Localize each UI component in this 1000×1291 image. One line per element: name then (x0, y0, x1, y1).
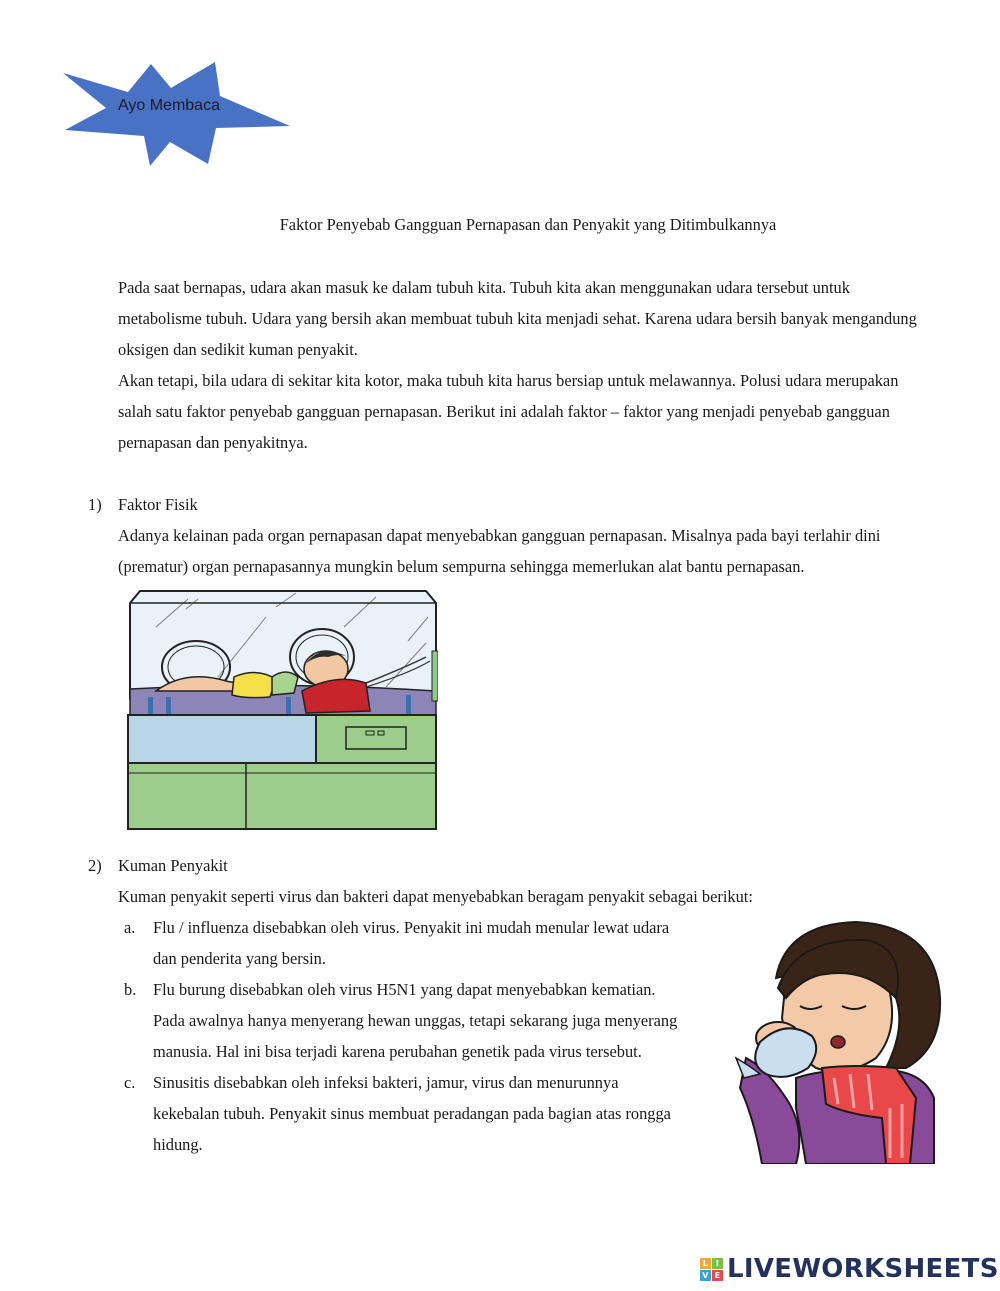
disease-list (118, 912, 688, 1160)
section-2-text: Kuman penyakit seperti virus dan bakteri dapat menyebabkan beragam penyakit sebagai berikut: (118, 887, 753, 906)
list-item-text: Sinusitis disebabkan oleh infeksi bakteri, jamur, virus dan menurunnya kekebalan tubuh. Penyakit sinus membuat peradangan pada bagian atas rongga hidung. (153, 1073, 671, 1154)
intro-paragraph-1: Pada saat bernapas, udara akan masuk ke dalam tubuh kita. Tubuh kita akan menggunakan udara tersebut untuk metabolisme tubuh. Udara yang bersih akan membuat tubuh kita menjadi sehat. Karena udara bersih banyak mengandung oksigen dan sedikit kuman penyakit. (118, 278, 917, 359)
logo-text: LIVEWORKSHEETS (727, 1254, 999, 1284)
logo-block-e: E (712, 1270, 723, 1281)
logo-block-l: L (700, 1258, 711, 1269)
section-1-number: 1) (88, 495, 102, 514)
logo-block-i: I (712, 1258, 723, 1269)
ayo-membaca-starburst (58, 60, 294, 170)
page-title: Faktor Penyebab Gangguan Pernapasan dan Penyakit yang Ditimbulkannya (279, 215, 777, 234)
section-2-heading: Kuman Penyakit (118, 856, 228, 875)
list-item (118, 974, 688, 1067)
intro-paragraph-2: Akan tetapi, bila udara di sekitar kita kotor, maka tubuh kita harus bersiap untuk melawannya. Polusi udara merupakan salah satu faktor penyebab gangguan pernapasan. Berikut ini adalah faktor – faktor yang menjadi penyebab gangguan pernapasan dan penyakitnya. (118, 371, 899, 452)
list-marker: b. (124, 980, 137, 999)
section-1-text: Adanya kelainan pada organ pernapasan dapat menyebabkan gangguan pernapasan. Misalnya pada bayi terlahir dini (prematur) organ pernapasannya mungkin belum sempurna sehingga memerlukan alat bantu pernapasan. (118, 526, 881, 576)
list-item (118, 912, 688, 974)
list-marker: c. (124, 1073, 136, 1092)
section-1-heading: Faktor Fisik (118, 495, 198, 514)
sick-girl-illustration (726, 918, 952, 1164)
list-item-text: Flu / influenza disebabkan oleh virus. Penyakit ini mudah menular lewat udara dan penderita yang bersin. (153, 918, 670, 968)
badge-label: Ayo Membaca (118, 97, 220, 114)
list-marker: a. (124, 918, 136, 937)
list-item (118, 1067, 688, 1160)
incubator-baby-illustration (126, 587, 438, 832)
list-item-text: Flu burung disebabkan oleh virus H5N1 yang dapat menyebabkan kematian. Pada awalnya hanya menyerang hewan unggas, tetapi sekarang juga menyerang manusia. Hal ini bisa terjadi karena perubahan genetik pada virus tersebut. (153, 980, 678, 1061)
section-2-number: 2) (88, 856, 102, 875)
logo-blocks-icon (700, 1258, 723, 1281)
logo-block-v: V (700, 1270, 711, 1281)
intro-paragraphs (118, 272, 928, 458)
liveworksheets-logo (700, 1254, 999, 1284)
